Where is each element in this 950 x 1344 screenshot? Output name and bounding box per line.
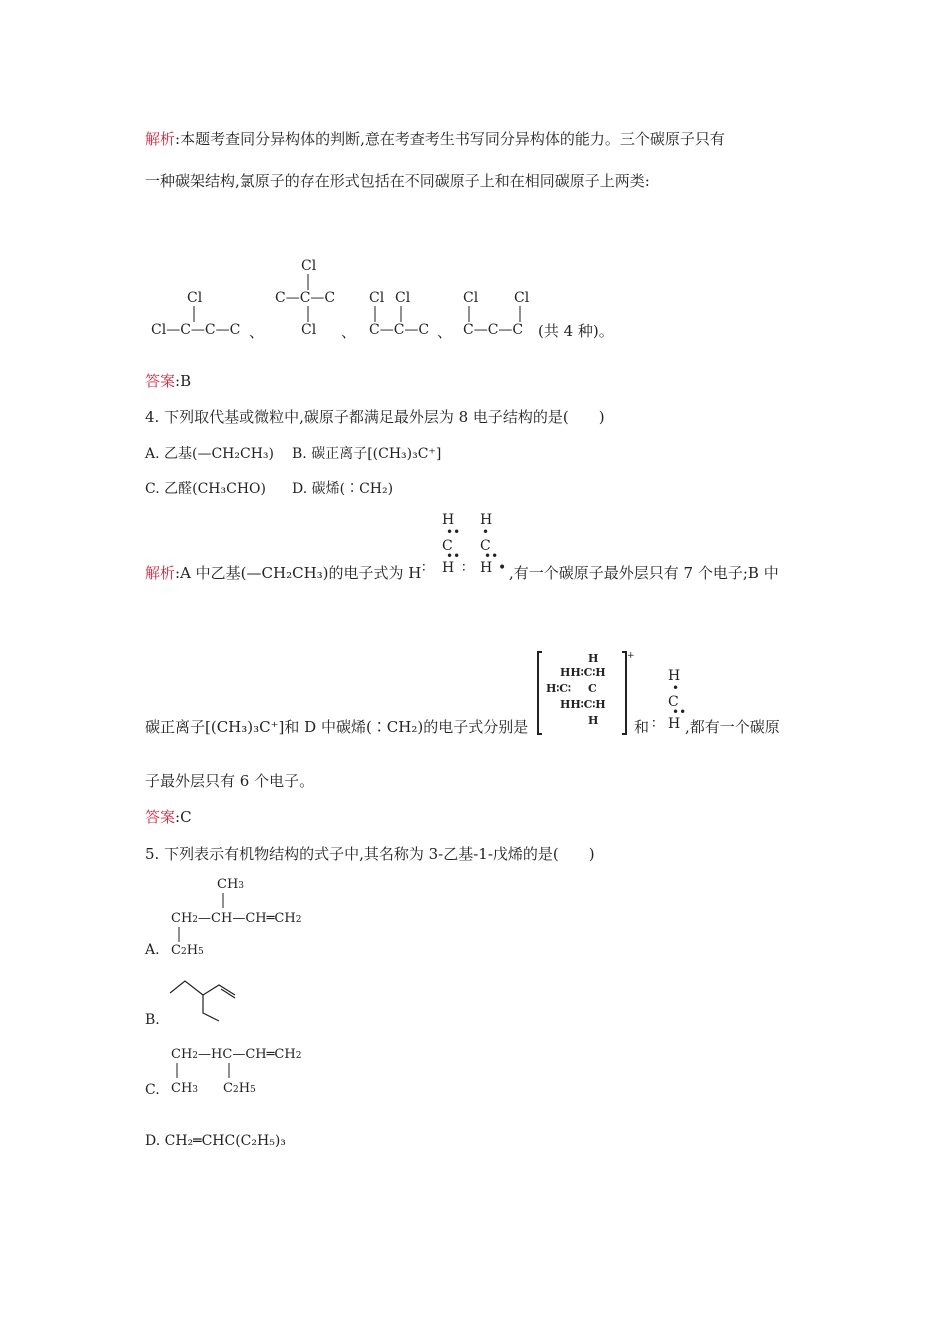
analysis-text-line: 子最外层只有 6 个电子。 <box>145 772 315 790</box>
analysis-text-line: 一种碳架结构,氯原子的存在形式包括在不同碳原子上和在相同碳原子上两类: <box>145 172 650 190</box>
option-c-structure <box>165 1040 335 1102</box>
svg-text:Cl: Cl <box>514 290 530 306</box>
isomer-1 <box>151 290 240 338</box>
svg-text:C—C—C: C—C—C <box>275 290 336 306</box>
svg-text:Cl: Cl <box>463 290 479 306</box>
answer-label: 答案 <box>145 808 176 826</box>
svg-text:C: C <box>442 538 453 554</box>
svg-text:∶: ∶ <box>422 560 426 576</box>
svg-text:Cl: Cl <box>395 290 411 306</box>
total-note: (共 4 种)。 <box>538 322 614 340</box>
svg-text:H: H <box>668 716 681 732</box>
svg-text:H: H <box>668 668 681 684</box>
analysis-text: :本题考查同分异构体的判断,意在考查考生书写同分异构体的能力。三个碳原子只有 <box>175 130 725 148</box>
analysis-paragraph <box>145 128 725 149</box>
svg-text:C: C <box>480 538 491 554</box>
isomer-3 <box>369 290 429 338</box>
svg-text:C2H5: C2H5 <box>223 1081 256 1096</box>
option-a: A. 乙基(—CH₂CH₃) <box>145 446 275 462</box>
svg-text:C: C <box>588 682 597 695</box>
svg-text:••: •• <box>484 549 499 563</box>
option-c: C. 乙醛(CH₃CHO) <box>145 481 266 497</box>
svg-text:••: •• <box>446 549 461 563</box>
carbene-electron-formula <box>650 666 690 738</box>
svg-text:H: H <box>442 560 455 576</box>
ethyl-electron-formula <box>418 510 510 582</box>
svg-text:•: • <box>498 560 507 576</box>
separator: 、 <box>249 323 265 341</box>
svg-text:+: + <box>627 651 635 661</box>
option-b-skeletal <box>165 975 245 1025</box>
svg-text:Cl: Cl <box>301 322 317 338</box>
svg-text:C—C—C: C—C—C <box>369 322 430 338</box>
svg-text:HH∶C∶H: HH∶C∶H <box>560 698 606 711</box>
svg-text:Cl: Cl <box>369 290 385 306</box>
svg-text:••: •• <box>446 525 461 539</box>
analysis-label: 解析 <box>145 564 176 582</box>
svg-text:Cl—C—C—C: Cl—C—C—C <box>151 322 241 338</box>
svg-text:H: H <box>588 652 599 665</box>
analysis-text-line: 碳正离子[(CH₃)₃C⁺]和 D 中碳烯(∶CH₂)的电子式分别是 <box>145 718 529 736</box>
option-d: D. 碳烯(∶CH₂) <box>292 481 394 497</box>
svg-text:C—C—C: C—C—C <box>463 322 524 338</box>
svg-text:H: H <box>588 714 599 727</box>
option-a-structure <box>165 872 335 960</box>
question-stem: 5. 下列表示有机物结构的式子中,其名称为 3-乙基-1-戊烯的是( ) <box>145 845 595 863</box>
option-c-label: C. <box>145 1082 160 1098</box>
carbocation-electron-formula <box>536 648 636 738</box>
analysis-text-cont: ,有一个碳原子最外层只有 7 个电子;B 中 <box>509 564 779 582</box>
separator: 、 <box>437 323 453 341</box>
svg-text:∶: ∶ <box>652 716 656 732</box>
svg-text:Cl: Cl <box>187 290 203 306</box>
isomer-structures <box>145 252 625 352</box>
answer-value: :B <box>175 372 192 390</box>
answer-line <box>145 806 192 827</box>
separator: 、 <box>341 323 357 341</box>
and-text: 和 <box>634 718 650 736</box>
svg-text:C2H5: C2H5 <box>171 943 204 958</box>
question-stem: 4. 下列取代基或微粒中,碳原子都满足最外层为 8 电子结构的是( ) <box>145 408 605 426</box>
svg-text:CH3: CH3 <box>217 877 245 892</box>
isomer-2 <box>275 258 335 338</box>
analysis-text-cont: ,都有一个碳原 <box>685 718 780 736</box>
svg-text:•: • <box>672 681 680 695</box>
svg-text:∶: ∶ <box>462 560 466 576</box>
isomer-4 <box>463 290 530 338</box>
svg-text:•: • <box>482 525 490 539</box>
svg-text:C: C <box>668 694 679 710</box>
svg-text:••: •• <box>672 705 687 719</box>
svg-text:CH3: CH3 <box>171 1081 199 1096</box>
svg-text:Cl: Cl <box>301 258 317 274</box>
answer-line <box>145 370 191 391</box>
analysis-text: :A 中乙基(—CH₂CH₃)的电子式为 H <box>175 564 422 582</box>
svg-text:H: H <box>442 512 455 528</box>
option-d: D. CH₂═CHC(C₂H₅)₃ <box>145 1133 286 1149</box>
option-b: B. 碳正离子[(CH₃)₃C⁺] <box>292 446 442 462</box>
analysis-label: 解析 <box>145 130 176 148</box>
answer-value: :C <box>175 808 192 826</box>
svg-text:CH2—CH—CH═CH2: CH2—CH—CH═CH2 <box>171 911 302 926</box>
svg-text:HH∶C∶H: HH∶C∶H <box>560 666 606 679</box>
svg-text:H: H <box>480 560 493 576</box>
svg-text:H∶C∶: H∶C∶ <box>546 682 571 695</box>
svg-text:H: H <box>480 512 493 528</box>
option-a-label: A. <box>145 942 160 958</box>
option-b-label: B. <box>145 1012 160 1028</box>
answer-label: 答案 <box>145 372 176 390</box>
svg-text:CH2—HC—CH═CH2: CH2—HC—CH═CH2 <box>171 1047 302 1062</box>
analysis-paragraph <box>145 562 421 583</box>
